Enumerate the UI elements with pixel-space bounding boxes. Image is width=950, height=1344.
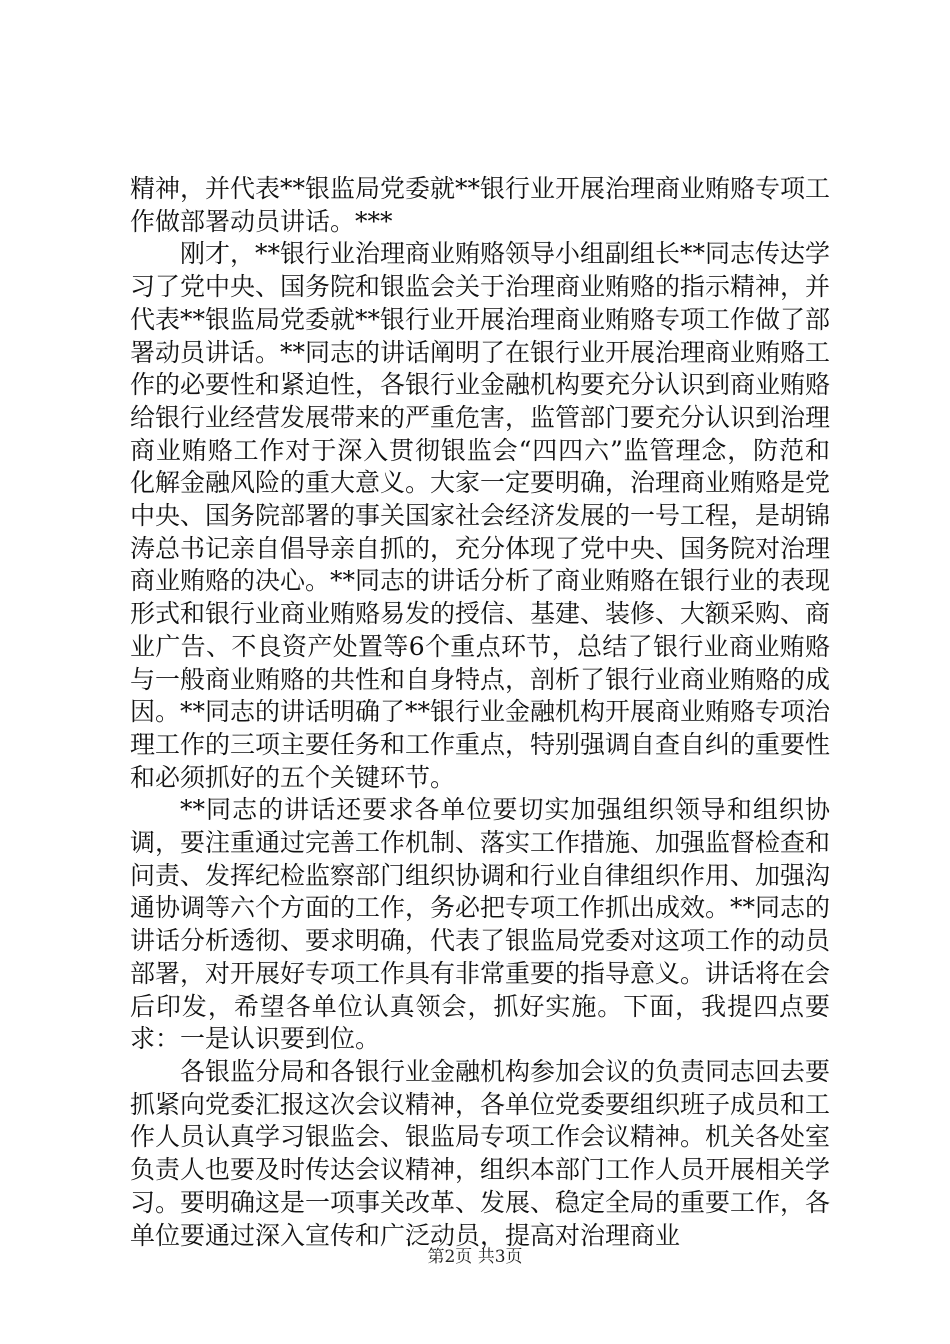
paragraph-1: 精神，并代表**银监局党委就**银行业开展治理商业贿赂专项工作做部署动员讲话。*** (130, 174, 831, 236)
paragraph-2: 刚才，**银行业治理商业贿赂领导小组副组长**同志传达学习了党中央、国务院和银监会关于治理商业贿赂的指示精神，并代表**银监局党委就**银行业开展治理商业贿赂专项工作做了部署动员讲话。**同志的讲话阐明了在银行业开展治理商业贿赂工作的必要性和紧迫性，各银行业金融机构要充分认识到商业贿赂给银行业经营发展带来的严重危害，监管部门要充分认识到治理商业贿赂工作对于深入贯彻银监会“四四六”监管理念，防范和化解金融风险的重大意义。大家一定要明确，治理商业贿赂是党中央、国务院部署的事关国家社会经济发展的一号工程，是胡锦涛总书记亲自倡导亲自抓的，充分体现了党中央、国务院对治理商业贿赂的决心。**同志的讲话分析了商业贿赂在银行业的表现形式和银行业商业贿赂易发的授信、基建、装修、大额采购、商业广告、不良资产处置等6个重点环节，总结了银行业商业贿赂与一般商业贿赂的共性和自身特点，剖析了银行业商业贿赂的成因。**同志的讲话明确了**银行业金融机构开展商业贿赂专项治理工作的三项主要任务和工作重点，特别强调自查自纠的重要性和必须抓好的五个关键环节。 (130, 239, 831, 792)
page-number: 第2页 共3页 (427, 1247, 523, 1267)
document-body (130, 173, 830, 1252)
page-footer (0, 1246, 950, 1268)
paragraph-4: 各银监分局和各银行业金融机构参加会议的负责同志回去要抓紧向党委汇报这次会议精神，各单位党委要组织班子成员和工作人员认真学习银监会、银监局专项工作会议精神。机关各处室负责人也要及时传达会议精神，组织本部门工作人员开展相关学习。要明确这是一项事关改革、发展、稳定全局的重要工作，各单位要通过深入宣传和广泛动员，提高对治理商业 (130, 1056, 831, 1250)
paragraph-3: **同志的讲话还要求各单位要切实加强组织领导和组织协调，要注重通过完善工作机制、落实工作措施、加强监督检查和问责、发挥纪检监察部门组织协调和行业自律组织作用、加强沟通协调等六个方面的工作，务必把专项工作抓出成效。**同志的讲话分析透彻、要求明确，代表了银监局党委对这项工作的动员部署，对开展好专项工作具有非常重要的指导意义。讲话将在会后印发，希望各单位认真领会，抓好实施。下面，我提四点要求：一是认识要到位。 (130, 795, 831, 1054)
